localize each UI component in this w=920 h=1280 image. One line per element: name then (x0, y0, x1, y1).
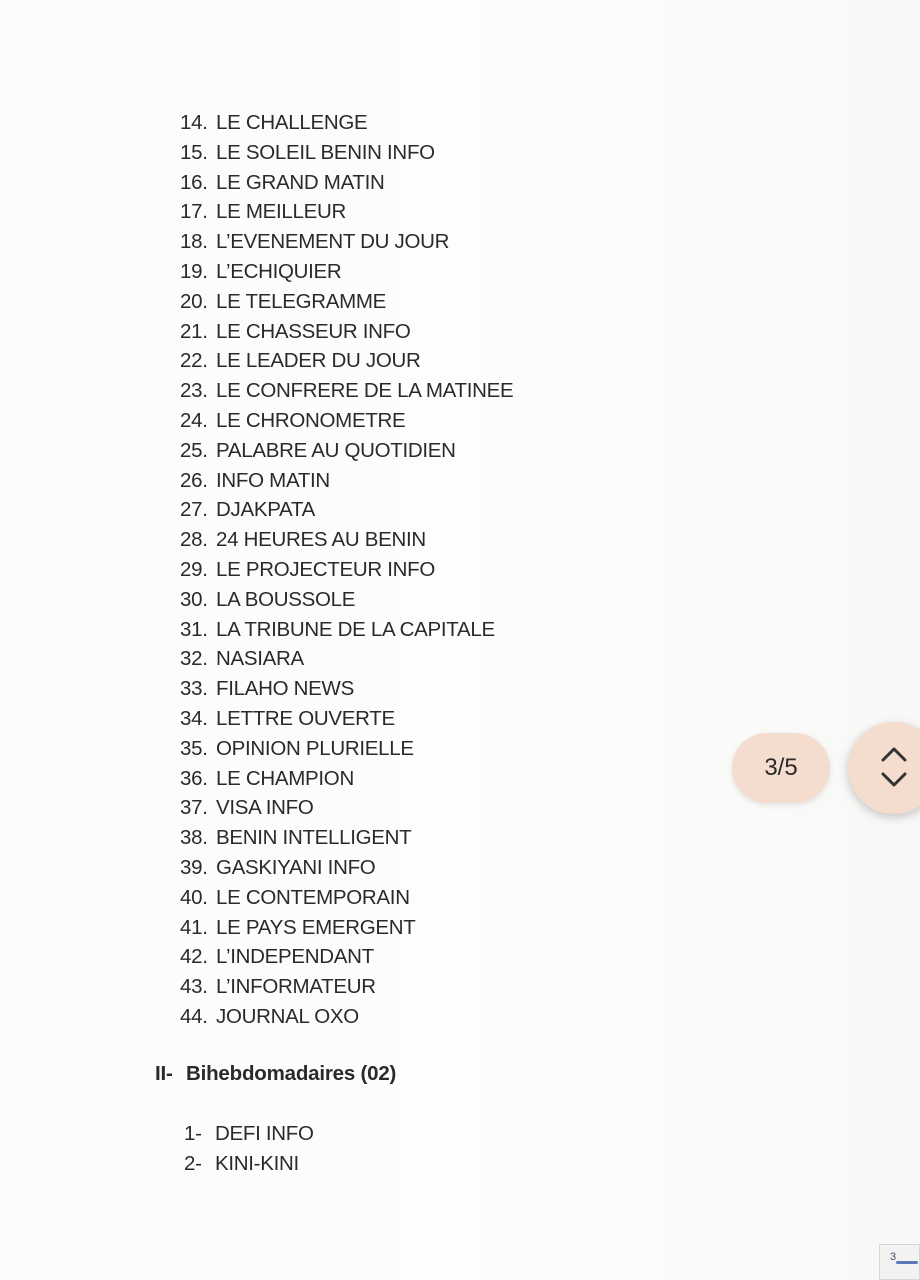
list-item-name: VISA INFO (216, 796, 314, 820)
list-item-name: LE LEADER DU JOUR (216, 349, 421, 373)
list-item-number: 15. (180, 140, 208, 164)
list-item (180, 913, 513, 943)
newspaper-list (180, 108, 513, 1032)
list-item (180, 644, 513, 674)
list-item (180, 853, 513, 883)
list-item-name: PALABRE AU QUOTIDIEN (216, 438, 456, 462)
list-item-number: 14. (180, 111, 208, 134)
list-item-name: LE MEILLEUR (216, 200, 347, 224)
list-item-name: FILAHO NEWS (216, 677, 354, 701)
list-item-name: 24 HEURES AU BENIN (216, 528, 426, 552)
list-item (184, 1149, 314, 1179)
list-item-number: 21. (180, 319, 208, 343)
list-item-number: 39. (180, 855, 208, 879)
list-item-number: 16. (180, 170, 208, 194)
stamp-signature-icon (896, 1261, 918, 1264)
stamp-mark: 3 (890, 1251, 897, 1263)
list-item (184, 1119, 314, 1149)
list-item (180, 972, 513, 1002)
list-item-number: 1- (184, 1122, 202, 1145)
list-item-number: 33. (180, 677, 208, 701)
list-item-number: 23. (180, 379, 208, 403)
list-item-name: NASIARA (216, 647, 304, 671)
list-item-name: LE SOLEIL BENIN INFO (216, 140, 435, 164)
list-item-number: 2- (184, 1152, 202, 1175)
list-item-name: LE CHALLENGE (216, 111, 368, 134)
list-item-number: 31. (180, 617, 208, 641)
section-heading (155, 1062, 396, 1086)
list-item-name: L’INDEPENDANT (216, 945, 374, 969)
list-item (180, 227, 513, 257)
list-item (180, 257, 513, 287)
list-item-name: KINI-KINI (215, 1152, 299, 1175)
list-item-name: L’INFORMATEUR (216, 975, 376, 999)
list-item (180, 704, 513, 734)
list-item-name: LA BOUSSOLE (216, 587, 356, 611)
list-item-number: 34. (180, 706, 208, 730)
list-item (180, 674, 513, 704)
list-item-number: 24. (180, 408, 208, 432)
list-item-number: 43. (180, 975, 208, 999)
list-item (180, 615, 513, 645)
list-item (180, 585, 513, 615)
page-indicator (732, 733, 830, 803)
list-item-name: LETTRE OUVERTE (216, 706, 395, 730)
list-item-number: 26. (180, 468, 208, 492)
list-item (180, 1002, 513, 1032)
list-item-number: 44. (180, 1004, 208, 1028)
list-item-number: 18. (180, 230, 208, 254)
list-item-number: 20. (180, 289, 208, 313)
list-item-number: 29. (180, 557, 208, 581)
list-item (180, 376, 513, 406)
list-item (180, 495, 513, 525)
list-item-name: LE GRAND MATIN (216, 170, 385, 194)
list-item-number: 37. (180, 796, 208, 820)
list-item (180, 555, 513, 585)
list-item-number: 17. (180, 200, 208, 224)
list-item-number: 40. (180, 885, 208, 909)
list-item-name: LA TRIBUNE DE LA CAPITALE (216, 617, 495, 641)
list-item-number: 35. (180, 736, 208, 760)
list-item-name: LE PAYS EMERGENT (216, 915, 416, 939)
list-item (180, 346, 513, 376)
list-item (180, 108, 513, 138)
chevron-up-icon[interactable] (880, 745, 908, 763)
list-item (180, 764, 513, 794)
list-item (180, 317, 513, 347)
list-item-number: 41. (180, 915, 208, 939)
list-item (180, 793, 513, 823)
list-item-number: 22. (180, 349, 208, 373)
list-item-name: GASKIYANI INFO (216, 855, 376, 879)
list-item-name: LE CHRONOMETRE (216, 408, 406, 432)
list-item-number: 38. (180, 826, 208, 850)
list-item-name: LE CONTEMPORAIN (216, 885, 410, 909)
list-item (180, 138, 513, 168)
list-item-number: 30. (180, 587, 208, 611)
list-item-name: DEFI INFO (215, 1122, 314, 1145)
list-item (180, 734, 513, 764)
list-item-number: 28. (180, 528, 208, 552)
list-item-number: 27. (180, 498, 208, 522)
list-item-name: INFO MATIN (216, 468, 330, 492)
list-item-name: DJAKPATA (216, 498, 315, 522)
chevron-down-icon[interactable] (880, 771, 908, 789)
page-indicator-text: 3/5 (764, 754, 798, 781)
list-item-name: JOURNAL OXO (216, 1004, 359, 1028)
list-item-name: L’EVENEMENT DU JOUR (216, 230, 450, 254)
list-item-number: 36. (180, 766, 208, 790)
list-item (180, 466, 513, 496)
list-item-number: 19. (180, 259, 208, 283)
list-item (180, 197, 513, 227)
bihebdomadaires-list (184, 1119, 314, 1179)
page-stamp (879, 1244, 920, 1280)
list-item-number: 42. (180, 945, 208, 969)
list-item (180, 406, 513, 436)
list-item (180, 942, 513, 972)
list-item (180, 436, 513, 466)
list-item-name: LE CHASSEUR INFO (216, 319, 411, 343)
list-item-name: L’ECHIQUIER (216, 259, 342, 283)
list-item-number: 25. (180, 438, 208, 462)
list-item-name: OPINION PLURIELLE (216, 736, 414, 760)
list-item-name: LE PROJECTEUR INFO (216, 557, 435, 581)
list-item-number: 32. (180, 647, 208, 671)
list-item-name: LE CONFRERE DE LA MATINEE (216, 379, 514, 403)
list-item (180, 883, 513, 913)
list-item (180, 525, 513, 555)
list-item-name: BENIN INTELLIGENT (216, 826, 412, 850)
list-item (180, 287, 513, 317)
list-item (180, 823, 513, 853)
list-item-name: LE TELEGRAMME (216, 289, 387, 313)
list-item (180, 168, 513, 198)
section-number: II- (155, 1062, 173, 1085)
list-item-name: LE CHAMPION (216, 766, 354, 790)
section-title: Bihebdomadaires (02) (186, 1062, 397, 1085)
